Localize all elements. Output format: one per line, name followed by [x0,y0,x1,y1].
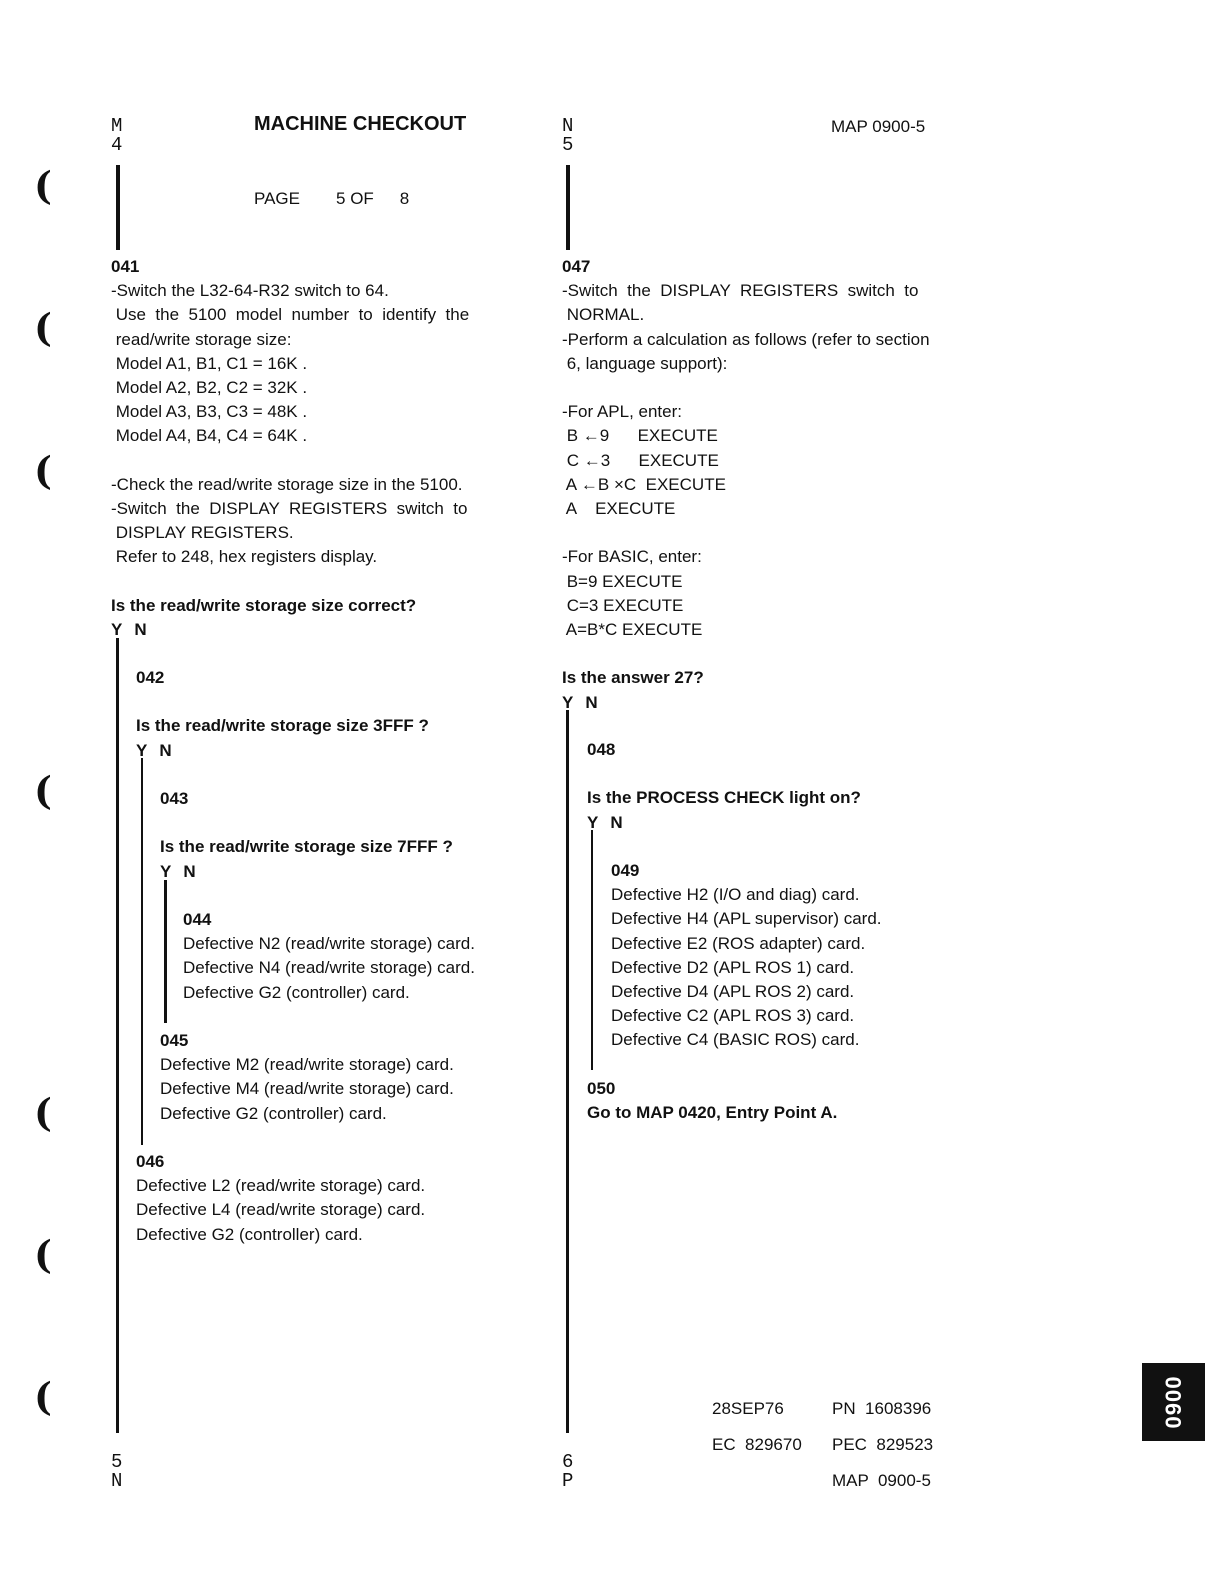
footer-pn: PN 1608396 [832,1399,932,1418]
question: Is the PROCESS CHECK light on? [587,788,861,808]
left-connector-top: M 4 [111,115,123,156]
footer-map-id: MAP 0900-5 [832,1471,931,1490]
flow-line [164,880,167,1023]
step-number: 044 [183,910,212,929]
map-id-header: MAP 0900-5 [831,117,926,136]
question: Is the answer 27? [562,668,704,688]
step-number: 048 [587,740,616,759]
flow-line [591,830,593,1070]
question: Is the read/write storage size 3FFF ? [136,716,429,736]
question: Is the read/write storage size correct? [111,595,417,615]
step-045: 045 Defective M2 (read/write storage) card. Defective M4 (read/write storage) card. Defective G2 (controller) card. [160,1031,454,1123]
step-050 [587,1077,837,1125]
step-number: 042 [136,668,165,687]
binder-mark: ( [34,163,52,208]
right-connector-top: N 5 [562,115,574,156]
flow-line [116,638,119,1433]
section-tab: 0900 [1142,1363,1205,1441]
footer-date: 28SEP76 [712,1399,784,1418]
flow-line [566,710,569,1433]
step-048: 048 Is the PROCESS CHECK light on? Y N [587,740,861,832]
question: Is the read/write storage size 7FFF ? [160,837,453,857]
binder-mark: ( [34,448,52,493]
binder-mark: ( [34,1232,52,1277]
binder-mark: ( [34,305,52,350]
step-number: 046 [136,1152,165,1171]
step-044: 044 Defective N2 (read/write storage) card. Defective N4 (read/write storage) card. Defective G2 (controller) card. [183,910,475,1002]
step-number: 043 [160,789,189,808]
step-number: 049 [611,861,640,880]
binder-mark: ( [34,1374,52,1419]
step-number: 047 [562,257,591,276]
left-connector-bottom: 5 N [111,1451,123,1492]
page-indicator: PAGE 5 OF 8 [254,189,410,208]
flow-line [116,165,120,250]
step-049: 049 Defective H2 (I/O and diag) card. Defective H4 (APL supervisor) card. Defective E2 (ROS adapter) card. Defective D2 (APL ROS 1) card. Defective D4 (APL ROS 2) card. Defective C2 (APL ROS 3) card. Defective C4 (BASIC ROS) card. [611,861,882,1050]
step-046: 046 Defective L2 (read/write storage) card. Defective L4 (read/write storage) card. Defective G2 (controller) card. [136,1152,426,1244]
footer-ec: EC 829670 [712,1435,802,1454]
page-title: MACHINE CHECKOUT [254,113,467,135]
step-number: 050 [587,1079,616,1098]
flow-line [566,165,570,250]
step-042: 042 Is the read/write storage size 3FFF ? Y N [136,668,429,760]
footer-pec: PEC 829523 [832,1435,934,1454]
binder-mark: ( [34,768,52,813]
step-043: 043 Is the read/write storage size 7FFF ? Y N [160,789,453,881]
right-connector-bottom: 6 P [562,1451,574,1492]
step-041: 041 -Switch the L32-64-R32 switch to 64. Use the 5100 model number to identify the read/write storage size: Model A1, B1, C1 = 16K . Model A2, B2, C2 = 32K . Model A3, B3, C3 = 48K . Model A4, B4, C4 = 64K . -Check the read/write storage size in the 5100. -Switch the DISPLAY REGISTERS switch to DISPLAY REGISTERS. Refer to 248, hex registers display. Is the read/write storage size correct? Y N [111,257,470,640]
step-number: 041 [111,257,140,276]
step-number: 045 [160,1031,189,1050]
flow-line [141,758,143,1145]
binder-mark: ( [34,1090,52,1135]
goto-instruction: Go to MAP 0420, Entry Point A. [587,1103,838,1123]
step-047: 047 -Switch the DISPLAY REGISTERS switch to NORMAL. -Perform a calculation as follows (refer to section 6, language support): -For APL, enter: B ←9 EXECUTE C ←3 EXECUTE A ←B ×C EXECUTE A EXECUTE -For BASIC, enter: B=9 EXECUTE C=3 EXECUTE A=B*C EXECUTE Is the answer 27? Y N [562,257,930,712]
